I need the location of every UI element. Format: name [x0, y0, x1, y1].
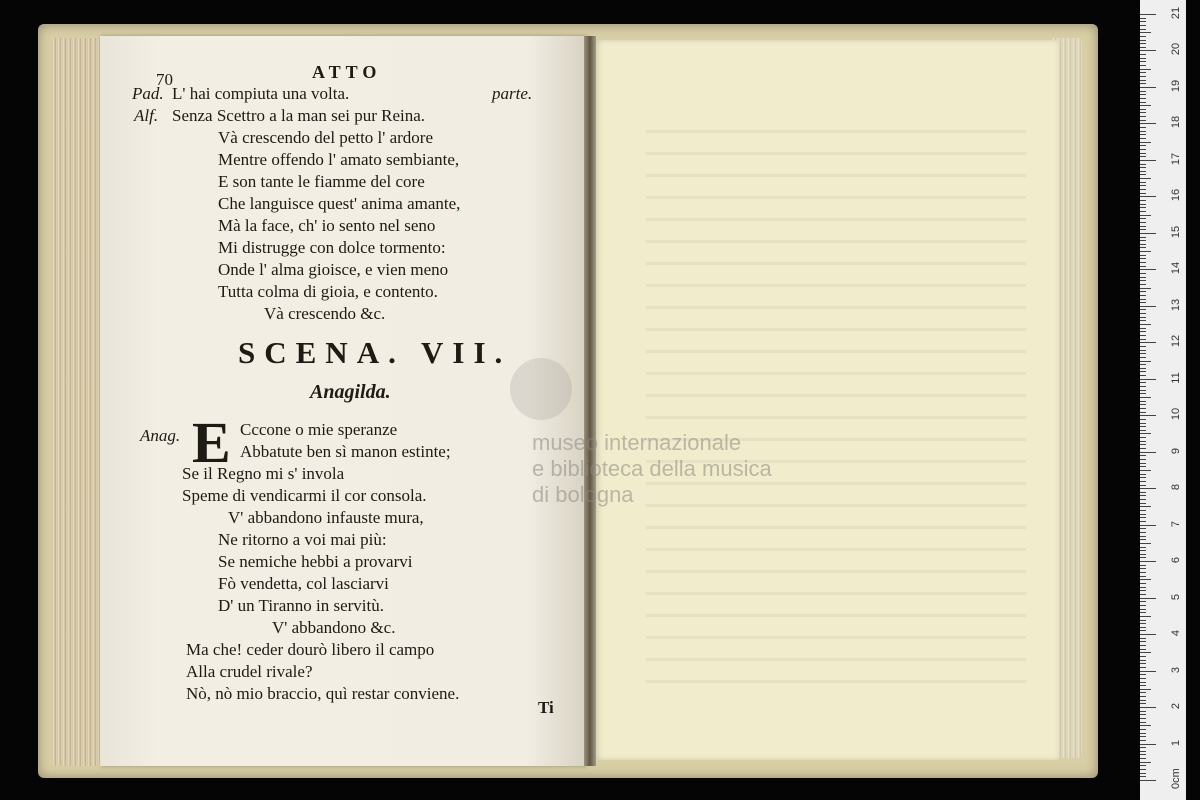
- ruler-tick: [1140, 652, 1151, 653]
- ruler-tick: [1140, 375, 1146, 376]
- ruler-label: 0cm: [1170, 768, 1182, 789]
- ruler-tick: [1140, 729, 1146, 730]
- ruler-tick: [1140, 714, 1146, 715]
- ruler-tick: [1140, 339, 1146, 340]
- ruler-tick: [1140, 525, 1156, 526]
- ruler-tick: [1140, 29, 1146, 30]
- ruler-tick: [1140, 295, 1146, 296]
- ruler-tick: [1140, 594, 1146, 595]
- ruler-tick: [1140, 21, 1146, 22]
- ruler-tick: [1140, 251, 1151, 252]
- verse-line: Speme di vendicarmi il cor consola.: [182, 486, 427, 505]
- ruler-tick: [1140, 123, 1156, 124]
- ruler-tick: [1140, 127, 1146, 128]
- verse-line: Fò vendetta, col lasciarvi: [218, 574, 389, 593]
- ruler-tick: [1140, 576, 1146, 577]
- ruler-tick: [1140, 510, 1146, 511]
- ruler-tick: [1140, 426, 1146, 427]
- ruler-tick: [1140, 371, 1146, 372]
- ruler-tick: [1140, 623, 1146, 624]
- watermark-line: di bologna: [532, 482, 634, 507]
- ruler-tick: [1140, 364, 1146, 365]
- verse-line: V' abbandono &c.: [272, 618, 396, 637]
- ruler-label: 19: [1170, 79, 1182, 93]
- ruler-tick: [1140, 412, 1146, 413]
- ruler-tick: [1140, 495, 1146, 496]
- ruler-tick: [1140, 488, 1156, 489]
- ruler-tick: [1140, 131, 1146, 132]
- verse-line: Onde l' alma gioisce, e vien meno: [218, 260, 449, 279]
- ruler-tick: [1140, 61, 1146, 62]
- ruler-tick: [1140, 94, 1146, 95]
- ruler-tick: [1140, 754, 1146, 755]
- ruler-label: 2: [1170, 702, 1182, 710]
- ruler-tick: [1140, 448, 1146, 449]
- ruler-tick: [1140, 703, 1146, 704]
- ruler-tick: [1140, 401, 1146, 402]
- ruler-tick: [1140, 747, 1146, 748]
- ruler-tick: [1140, 408, 1146, 409]
- ruler-tick: [1140, 284, 1146, 285]
- verse-line: Se nemiche hebbi a provarvi: [218, 552, 413, 571]
- ruler-tick: [1140, 423, 1146, 424]
- ruler-tick: [1140, 678, 1146, 679]
- ruler-tick: [1140, 320, 1146, 321]
- ruler-tick: [1140, 769, 1146, 770]
- ruler-tick: [1140, 342, 1156, 343]
- ruler-tick: [1140, 204, 1146, 205]
- ruler-tick: [1140, 696, 1146, 697]
- ruler-tick: [1140, 630, 1146, 631]
- ruler-tick: [1140, 218, 1146, 219]
- ruler-tick: [1140, 357, 1146, 358]
- ruler-label: 17: [1170, 152, 1182, 166]
- ruler-tick: [1140, 641, 1146, 642]
- ruler-tick: [1140, 174, 1146, 175]
- ruler-tick: [1140, 711, 1146, 712]
- ruler-tick: [1140, 605, 1146, 606]
- ruler-tick: [1140, 142, 1151, 143]
- ruler-label: 4: [1170, 630, 1182, 637]
- ruler-tick: [1140, 58, 1146, 59]
- verse-line: E son tante le fiamme del core: [218, 172, 425, 191]
- verse-line: Ne ritorno a voi mai più:: [218, 530, 387, 549]
- ruler-label: 5: [1170, 593, 1182, 600]
- ruler-tick: [1140, 269, 1156, 270]
- ruler-tick: [1140, 87, 1156, 88]
- show-through-text: [646, 130, 1026, 690]
- ruler-tick: [1140, 138, 1146, 139]
- ruler-tick: [1140, 663, 1146, 664]
- ruler-tick: [1140, 80, 1146, 81]
- ruler-tick: [1140, 441, 1146, 442]
- verse-line: Mà la face, ch' io sento nel seno: [218, 216, 436, 235]
- ruler-tick: [1140, 689, 1151, 690]
- ruler-tick: [1140, 415, 1156, 416]
- ruler-tick: [1140, 536, 1146, 537]
- ruler-tick: [1140, 485, 1146, 486]
- ruler-tick: [1140, 452, 1156, 453]
- verse-line: L' hai compiuta una volta.: [172, 84, 350, 103]
- ruler-tick: [1140, 444, 1146, 445]
- ruler-tick: [1140, 671, 1156, 672]
- ruler-label: 7: [1170, 520, 1182, 527]
- ruler-label: 15: [1170, 225, 1182, 238]
- ruler-tick: [1140, 503, 1146, 504]
- ruler-tick: [1140, 463, 1146, 464]
- ruler-tick: [1140, 145, 1146, 146]
- catchword: Ti: [538, 698, 554, 717]
- ruler-tick: [1140, 565, 1146, 566]
- ruler-tick: [1140, 200, 1146, 201]
- watermark-line: e biblioteca della musica: [532, 456, 772, 481]
- verse-line: Mentre offendo l' amato sembiante,: [218, 150, 460, 169]
- ruler-tick: [1140, 528, 1146, 529]
- ruler-tick: [1140, 601, 1146, 602]
- ruler-tick: [1140, 612, 1146, 613]
- ruler-tick: [1140, 379, 1156, 380]
- ruler-tick: [1140, 725, 1151, 726]
- ruler-tick: [1140, 627, 1146, 628]
- ruler-tick: [1140, 226, 1146, 227]
- ruler-tick: [1140, 506, 1151, 507]
- ruler-tick: [1140, 477, 1146, 478]
- ruler-tick: [1140, 765, 1146, 766]
- ruler-tick: [1140, 189, 1146, 190]
- ruler-tick: [1140, 277, 1146, 278]
- ruler-tick: [1140, 116, 1146, 117]
- ruler-tick: [1140, 554, 1146, 555]
- ruler-tick: [1140, 185, 1146, 186]
- verse-line: Nò, nò mio braccio, quì restar conviene.: [186, 684, 460, 703]
- ruler-tick: [1140, 751, 1146, 752]
- verse-line: Tutta colma di gioia, e contento.: [218, 282, 438, 301]
- drop-cap: E: [192, 410, 231, 475]
- ruler-tick: [1140, 215, 1151, 216]
- ruler-tick: [1140, 620, 1146, 621]
- ruler-tick: [1140, 237, 1146, 238]
- ruler-tick: [1140, 182, 1146, 183]
- ruler-tick: [1140, 550, 1146, 551]
- book-gutter: [584, 36, 596, 766]
- character-heading: Anagilda.: [310, 381, 391, 403]
- ruler-tick: [1140, 649, 1146, 650]
- ruler-tick: [1140, 222, 1146, 223]
- measurement-ruler: [1140, 0, 1186, 800]
- ruler-tick: [1140, 331, 1146, 332]
- ruler-tick: [1140, 744, 1156, 745]
- ruler-tick: [1140, 288, 1151, 289]
- verse-line: Che languisce quest' anima amante,: [218, 194, 461, 213]
- ruler-tick: [1140, 14, 1156, 15]
- ruler-tick: [1140, 309, 1146, 310]
- ruler-tick: [1140, 561, 1156, 562]
- ruler-tick: [1140, 466, 1146, 467]
- ruler-label: 11: [1170, 372, 1182, 384]
- ruler-tick: [1140, 386, 1146, 387]
- ruler-tick: [1140, 543, 1151, 544]
- ruler-tick: [1140, 102, 1146, 103]
- ruler-tick: [1140, 685, 1146, 686]
- ruler-tick: [1140, 532, 1146, 533]
- ruler-label: 16: [1170, 189, 1182, 202]
- ruler-tick: [1140, 390, 1146, 391]
- ruler-tick: [1140, 583, 1146, 584]
- page-number: 70: [156, 70, 173, 89]
- ruler-tick: [1140, 120, 1146, 121]
- ruler-tick: [1140, 36, 1146, 37]
- ruler-tick: [1140, 517, 1146, 518]
- ruler-tick: [1140, 313, 1146, 314]
- ruler-label: 3: [1170, 666, 1182, 673]
- ruler-tick: [1140, 404, 1146, 405]
- ruler-tick: [1140, 164, 1146, 165]
- verse-line: Ma che! ceder dourò libero il campo: [186, 640, 435, 659]
- ruler-tick: [1140, 262, 1146, 263]
- ruler-tick: [1140, 196, 1156, 197]
- ruler-tick: [1140, 273, 1146, 274]
- ruler-tick: [1140, 109, 1146, 110]
- ruler-tick: [1140, 740, 1146, 741]
- ruler-tick: [1140, 229, 1146, 230]
- watermark-logo: [510, 358, 572, 420]
- ruler-tick: [1140, 47, 1146, 48]
- ruler-tick: [1140, 758, 1146, 759]
- ruler-tick: [1140, 634, 1156, 635]
- ruler-label: 8: [1170, 484, 1182, 491]
- ruler-tick: [1140, 32, 1151, 33]
- ruler-tick: [1140, 674, 1146, 675]
- ruler-tick: [1140, 762, 1151, 763]
- ruler-tick: [1140, 722, 1146, 723]
- ruler-tick: [1140, 247, 1146, 248]
- ruler-tick: [1140, 700, 1146, 701]
- ruler-tick: [1140, 350, 1146, 351]
- ruler-tick: [1140, 328, 1146, 329]
- ruler-tick: [1140, 317, 1146, 318]
- ruler-tick: [1140, 609, 1146, 610]
- ruler-tick: [1140, 244, 1146, 245]
- ruler-tick: [1140, 40, 1146, 41]
- ruler-tick: [1140, 280, 1146, 281]
- ruler-label: 14: [1170, 262, 1182, 275]
- ruler-tick: [1140, 149, 1146, 150]
- ruler-tick: [1140, 25, 1146, 26]
- ruler-tick: [1140, 306, 1156, 307]
- ruler-tick: [1140, 430, 1146, 431]
- ruler-tick: [1140, 72, 1146, 73]
- ruler-tick: [1140, 346, 1146, 347]
- verse-line: Senza Scettro a la man sei pur Reina.: [172, 106, 426, 125]
- ruler-tick: [1140, 733, 1146, 734]
- watermark-line: museo internazionale: [532, 430, 742, 455]
- ruler-tick: [1140, 368, 1146, 369]
- ruler-tick: [1140, 470, 1151, 471]
- verse-line: Mi distrugge con dolce tormento:: [218, 238, 446, 257]
- ruler-tick: [1140, 83, 1146, 84]
- ruler-tick: [1140, 299, 1146, 300]
- ruler-tick: [1140, 656, 1146, 657]
- ruler-tick: [1140, 98, 1146, 99]
- verse-line: Alla crudel rivale?: [186, 662, 313, 681]
- verse-line: D' un Tiranno in servitù.: [218, 596, 384, 615]
- ruler-tick: [1140, 492, 1146, 493]
- ruler-tick: [1140, 660, 1146, 661]
- ruler-tick: [1140, 568, 1146, 569]
- ruler-tick: [1140, 736, 1146, 737]
- stage-direction: parte.: [492, 84, 533, 103]
- ruler-tick: [1140, 18, 1146, 19]
- ruler-tick: [1140, 171, 1146, 172]
- ruler-tick: [1140, 707, 1156, 708]
- ruler-tick: [1140, 167, 1146, 168]
- verse-line: Cccone o mie speranze: [240, 420, 398, 439]
- ruler-tick: [1140, 153, 1146, 154]
- ruler-tick: [1140, 50, 1156, 51]
- ruler-tick: [1140, 207, 1146, 208]
- speaker-label: Pad.: [132, 84, 164, 103]
- right-page-blank: [596, 40, 1058, 760]
- ruler-label: 21: [1170, 6, 1182, 20]
- ruler-tick: [1140, 291, 1146, 292]
- ruler-tick: [1140, 598, 1156, 599]
- ruler-tick: [1140, 324, 1151, 325]
- ruler-tick: [1140, 682, 1146, 683]
- ruler-label: 1: [1170, 739, 1182, 746]
- ruler-tick: [1140, 547, 1146, 548]
- ruler-label: 13: [1170, 298, 1182, 311]
- speaker-label: Anag.: [140, 426, 181, 445]
- ruler-tick: [1140, 156, 1146, 157]
- ruler-tick: [1140, 780, 1156, 781]
- verse-line: Và crescendo &c.: [264, 304, 386, 323]
- ruler-tick: [1140, 692, 1146, 693]
- verse-line: Và crescendo del petto l' ardore: [218, 128, 433, 147]
- ruler-tick: [1140, 433, 1151, 434]
- ruler-tick: [1140, 43, 1146, 44]
- ruler-tick: [1140, 76, 1146, 77]
- ruler-tick: [1140, 211, 1146, 212]
- ruler-tick: [1140, 233, 1156, 234]
- scene-heading: SCENA. VII.: [238, 335, 512, 370]
- ruler-label: 9: [1170, 447, 1182, 454]
- ruler-tick: [1140, 302, 1146, 303]
- ruler-label: 18: [1170, 116, 1182, 129]
- ruler-tick: [1140, 266, 1146, 267]
- ruler-tick: [1140, 587, 1146, 588]
- ruler-tick: [1140, 499, 1146, 500]
- ruler-tick: [1140, 361, 1151, 362]
- ruler-tick: [1140, 572, 1146, 573]
- ruler-label: 6: [1170, 557, 1182, 564]
- verse-line: Se il Regno mi s' invola: [182, 464, 345, 483]
- ruler-tick: [1140, 193, 1146, 194]
- ruler-tick: [1140, 645, 1146, 646]
- ruler-label: 20: [1170, 43, 1182, 56]
- ruler-tick: [1140, 240, 1146, 241]
- ruler-tick: [1140, 178, 1151, 179]
- ruler-tick: [1140, 91, 1146, 92]
- ruler-tick: [1140, 105, 1151, 106]
- ruler-tick: [1140, 335, 1146, 336]
- ruler-tick: [1140, 112, 1146, 113]
- ruler-tick: [1140, 134, 1146, 135]
- ruler-tick: [1140, 258, 1146, 259]
- ruler-tick: [1140, 69, 1151, 70]
- ruler-tick: [1140, 353, 1146, 354]
- ruler-label: 12: [1170, 335, 1182, 348]
- ruler-tick: [1140, 539, 1146, 540]
- ruler-tick: [1140, 459, 1146, 460]
- speaker-label: Alf.: [134, 106, 159, 125]
- verse-line: Abbatute ben sì manon estinte;: [240, 442, 451, 461]
- ruler-tick: [1140, 638, 1146, 639]
- ruler-tick: [1140, 557, 1146, 558]
- ruler-tick: [1140, 776, 1146, 777]
- ruler-label: 10: [1170, 408, 1182, 421]
- ruler-tick: [1140, 455, 1146, 456]
- running-head: ATTO: [312, 62, 382, 82]
- ruler-tick: [1140, 437, 1146, 438]
- ruler-tick: [1140, 667, 1146, 668]
- ruler-tick: [1140, 474, 1146, 475]
- ruler-tick: [1140, 616, 1151, 617]
- ruler-tick: [1140, 718, 1146, 719]
- ruler-tick: [1140, 419, 1146, 420]
- ruler-tick: [1140, 160, 1156, 161]
- ruler-tick: [1140, 54, 1146, 55]
- ruler-tick: [1140, 397, 1151, 398]
- ruler-tick: [1140, 590, 1146, 591]
- ruler-tick: [1140, 579, 1151, 580]
- ruler-tick: [1140, 521, 1146, 522]
- ruler-tick: [1140, 382, 1146, 383]
- ruler-tick: [1140, 481, 1146, 482]
- ruler-tick: [1140, 773, 1146, 774]
- ruler-tick: [1140, 255, 1146, 256]
- ruler-tick: [1140, 393, 1146, 394]
- ruler-tick: [1140, 65, 1146, 66]
- verse-line: V' abbandono infauste mura,: [228, 508, 424, 527]
- ruler-tick: [1140, 514, 1146, 515]
